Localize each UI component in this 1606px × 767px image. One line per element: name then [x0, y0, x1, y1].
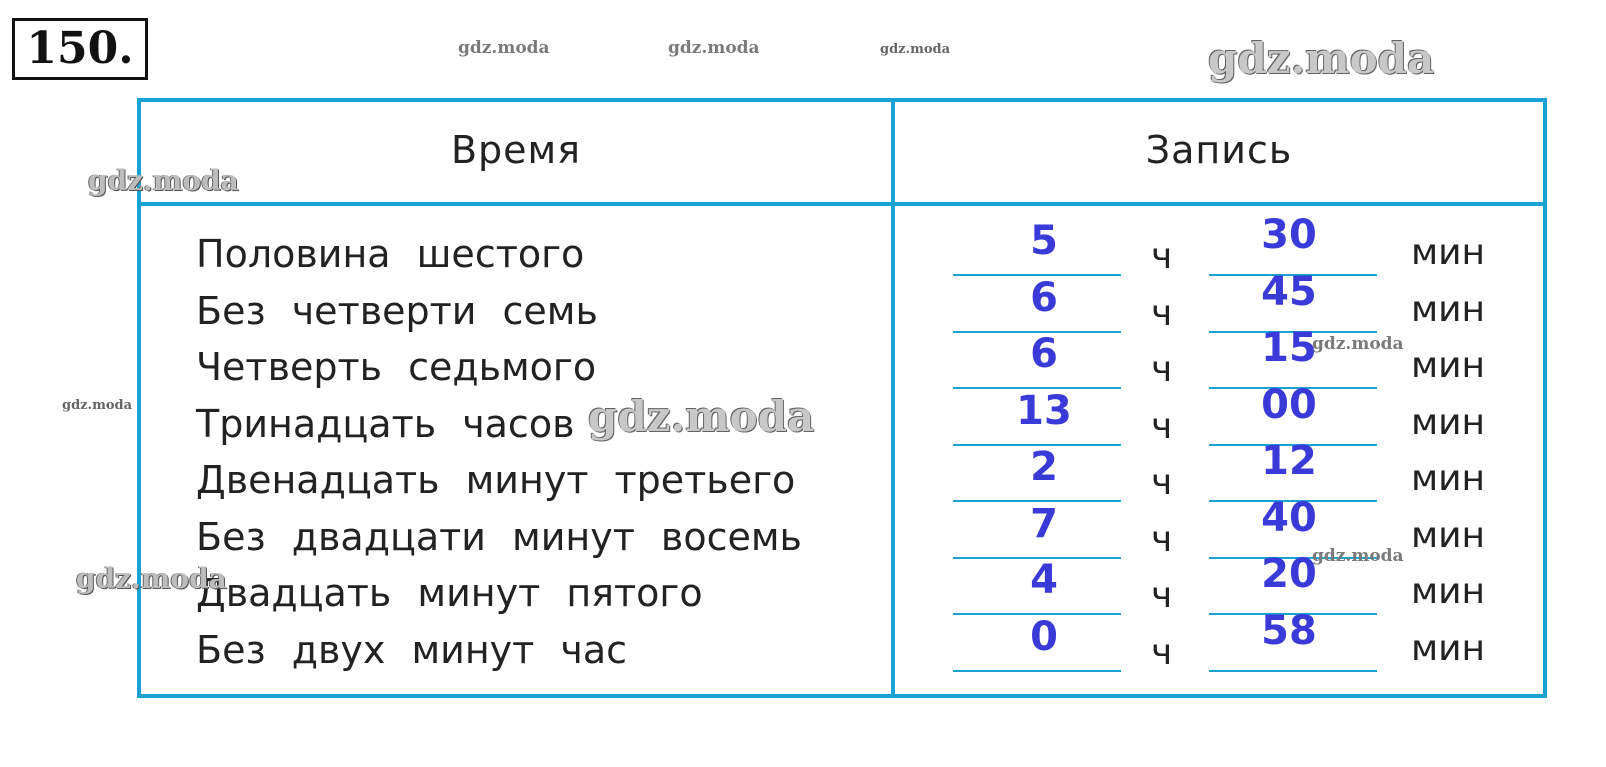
minutes-unit: мин — [1411, 345, 1486, 386]
header-record: Запись — [1145, 128, 1293, 172]
time-table — [137, 98, 1547, 698]
watermark: gdz.moda — [76, 562, 227, 595]
watermark: gdz.moda — [588, 392, 815, 441]
hours-unit: ч — [1151, 575, 1173, 616]
row-time-text: Двадцать минут пятого — [196, 571, 703, 615]
minutes-unit: мин — [1411, 627, 1486, 669]
task-number: 150. — [12, 18, 148, 80]
minutes-value: 45 — [1261, 268, 1317, 315]
row-time-text: Половина шестого — [196, 232, 585, 276]
minutes-unit: мин — [1411, 514, 1486, 556]
watermark: gdz.moda — [1312, 334, 1404, 354]
minutes-value: 30 — [1261, 212, 1317, 258]
minutes-value: 15 — [1261, 325, 1317, 371]
hours-value: 4 — [1030, 557, 1058, 603]
minutes-value: 58 — [1261, 607, 1317, 654]
header-time: Время — [450, 128, 582, 172]
watermark: gdz.moda — [1208, 34, 1435, 83]
hours-value: 13 — [1016, 387, 1072, 434]
hours-unit: ч — [1151, 462, 1173, 503]
column-divider — [891, 102, 895, 694]
hours-value: 6 — [1030, 331, 1058, 377]
watermark: gdz.moda — [668, 38, 760, 58]
hours-unit: ч — [1151, 405, 1173, 447]
row-time-text: Без двадцати минут восемь — [196, 514, 802, 559]
row-time-text: Двенадцать минут третьего — [196, 458, 796, 502]
minutes-unit: мин — [1411, 401, 1486, 443]
hours-unit: ч — [1151, 518, 1173, 560]
hours-unit: ч — [1151, 631, 1173, 673]
minutes-value: 00 — [1261, 381, 1317, 428]
hours-value: 6 — [1030, 274, 1058, 321]
minutes-unit: мин — [1411, 232, 1486, 273]
minutes-blank — [1209, 670, 1377, 672]
hours-blank — [953, 670, 1121, 672]
minutes-value: 40 — [1261, 494, 1317, 541]
header-divider — [141, 202, 1543, 206]
minutes-value: 12 — [1261, 438, 1317, 484]
minutes-unit: мин — [1411, 458, 1486, 499]
hours-unit: ч — [1151, 349, 1173, 390]
watermark: gdz.moda — [880, 42, 951, 57]
watermark: gdz.moda — [1312, 546, 1404, 566]
hours-value: 5 — [1030, 218, 1058, 264]
row-time-text: Без двух минут час — [196, 627, 627, 672]
minutes-value: 20 — [1261, 551, 1317, 597]
watermark: gdz.moda — [88, 164, 239, 197]
minutes-unit: мин — [1411, 571, 1486, 612]
minutes-unit: мин — [1411, 288, 1486, 330]
row-time-text: Тринадцать часов — [196, 401, 575, 446]
watermark: gdz.moda — [458, 38, 550, 58]
hours-unit: ч — [1151, 292, 1173, 334]
row-time-text: Четверть седьмого — [196, 345, 597, 389]
hours-unit: ч — [1151, 236, 1173, 277]
watermark: gdz.moda — [62, 398, 133, 413]
hours-value: 0 — [1030, 613, 1058, 660]
hours-value: 2 — [1030, 444, 1058, 490]
hours-value: 7 — [1030, 500, 1058, 547]
row-time-text: Без четверти семь — [196, 288, 598, 333]
